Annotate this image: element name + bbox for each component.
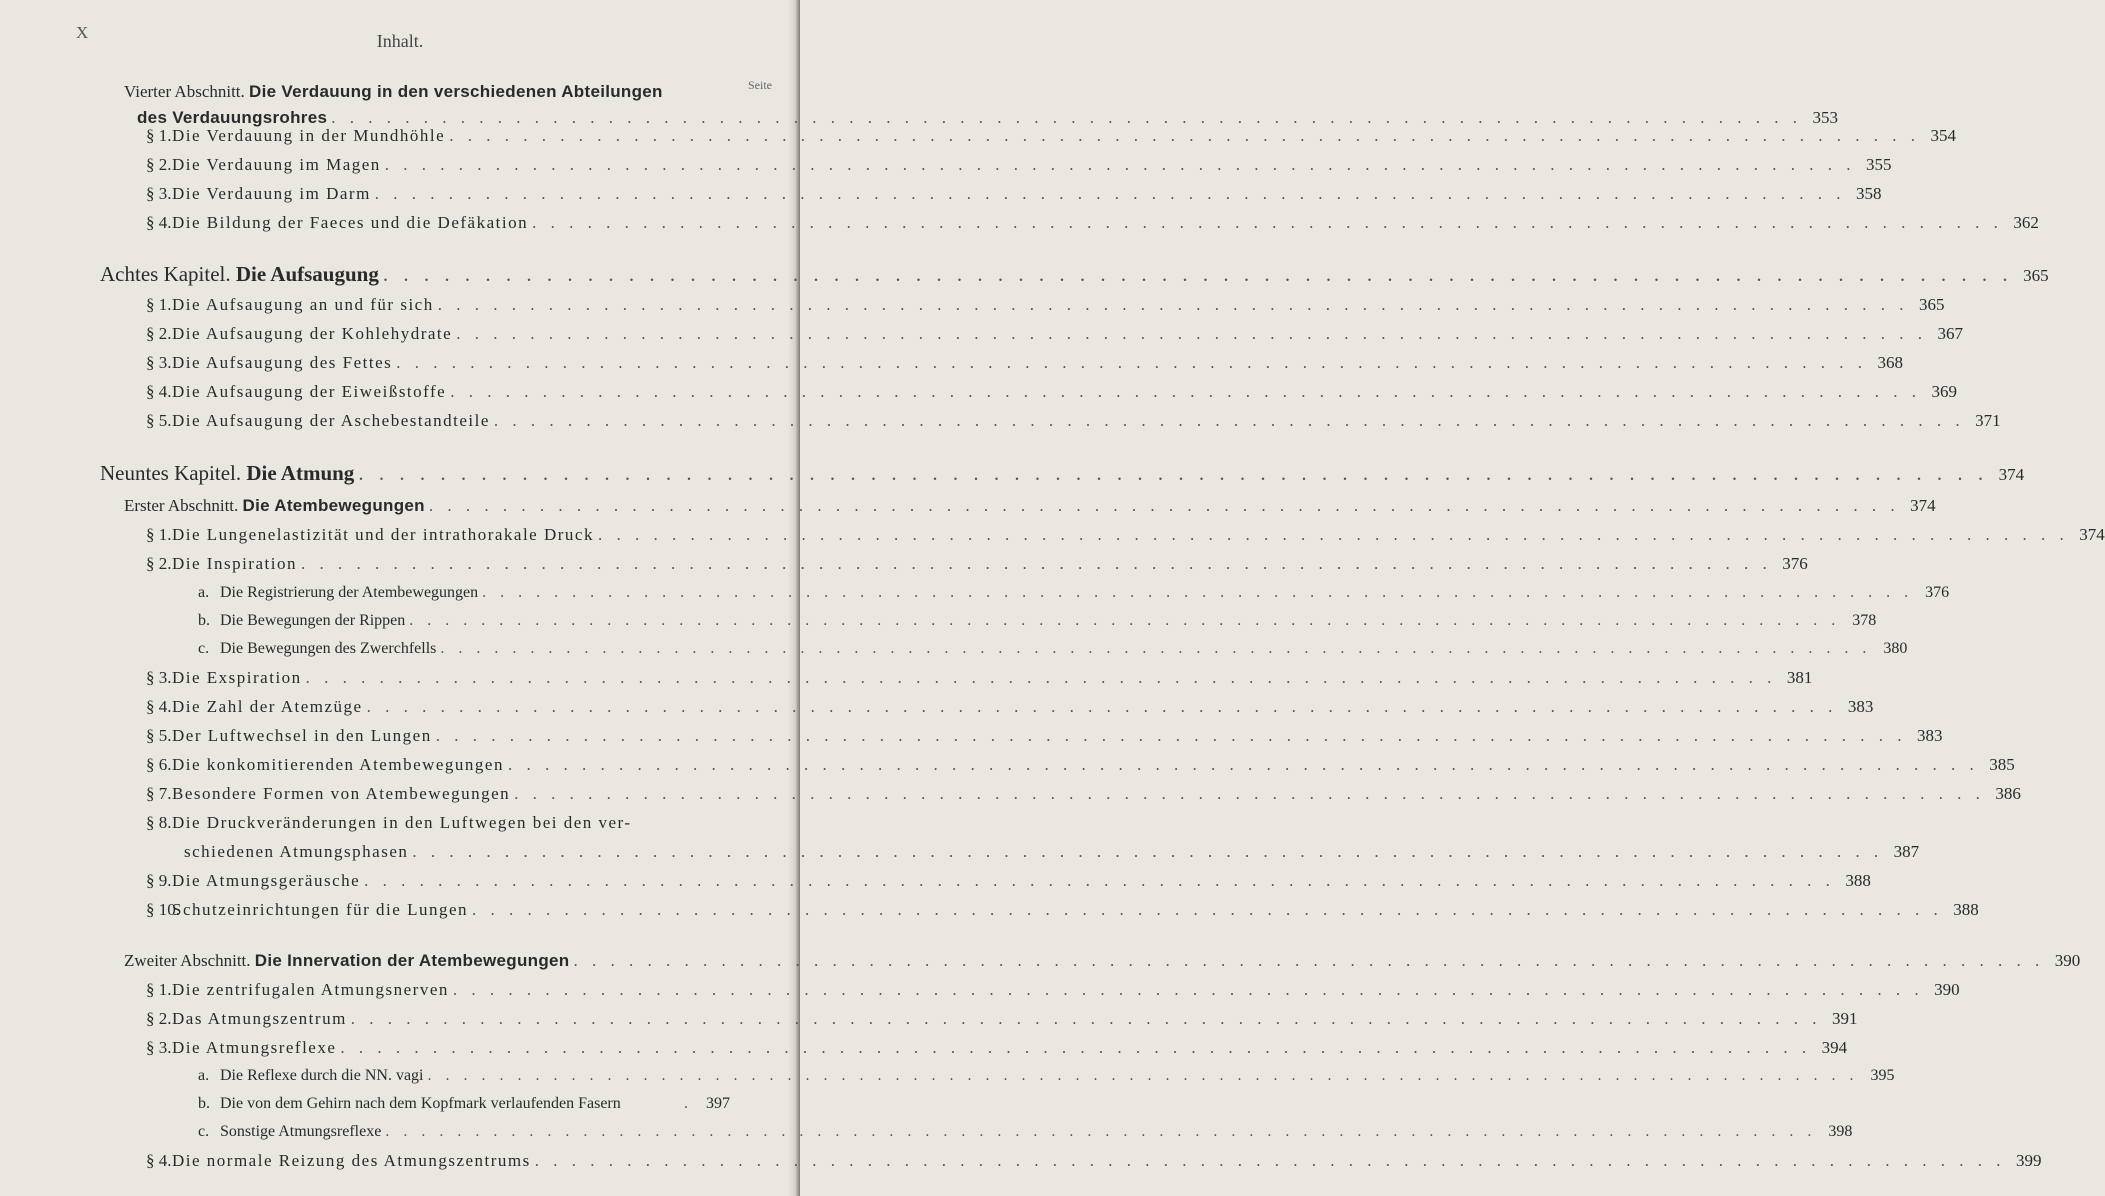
section-title: [146, 293, 434, 317]
part-title-cont: des Verdauungsrohres: [137, 108, 328, 127]
section-title: Die Aufsaugung an und für sich: [172, 295, 434, 314]
subsection-letter: b.: [198, 1095, 210, 1112]
section-title: Die Verdauung in der Mundhöhle: [172, 126, 446, 145]
page-number: 376: [1925, 584, 1950, 601]
chapter-entry: [100, 461, 2025, 487]
section-title: [146, 978, 449, 1002]
section-title: Die Aufsaugung der Aschebestandteile: [172, 411, 490, 430]
section-title: Die Lungenelastizität und der intrathorakale Druck: [172, 525, 594, 544]
section-number: § 4.: [146, 697, 172, 716]
section-number: § 9.: [146, 871, 172, 890]
section-title: [146, 1036, 336, 1060]
section-entry: [146, 724, 1943, 748]
section-title: Das Atmungszentrum: [172, 1009, 347, 1028]
section-entry: [146, 1149, 2042, 1173]
section-number: § 2.: [146, 155, 172, 174]
section-entry: [146, 753, 2015, 777]
chapter-prefix: Achtes Kapitel.: [100, 262, 236, 286]
section-title: Besondere Formen von Atembewegungen: [172, 784, 511, 803]
dot-leader: . . . . . . . . . . . . . . . . . . . . . . . . . . . . . . . . . . . . . . . . . . . . . . . . . . . . . . . . . . . . . . . . . . . . . . . . . . . . . . . .: [472, 900, 1943, 919]
section-number: § 8.: [146, 813, 172, 832]
subsection-entry: [198, 581, 1950, 605]
section-number: § 1.: [146, 126, 172, 145]
section-title-cont: schiedenen Atmungsphasen: [184, 842, 409, 861]
section-title: [146, 552, 297, 576]
dot-leader: . . . . . . . . . . . . . . . . . . . . . . . . . . . . . . . . . . . . . . . . . . . . . . . . . . . . . . . . . . . . . . . . . . . . . . . . . . . . . . . .: [437, 295, 1909, 314]
page-number: 380: [1883, 640, 1908, 657]
section-title: [146, 124, 445, 148]
subsection-line: [198, 1064, 1895, 1088]
section-title: Die Aufsaugung des Fettes: [172, 353, 393, 372]
chapter-title: Die Atmung: [246, 461, 355, 485]
section-entry: [146, 211, 2039, 235]
section-title: [146, 1149, 531, 1173]
part-title: Die Atembewegungen: [242, 496, 425, 515]
section-line: [146, 409, 2001, 433]
section-line: [146, 293, 1945, 317]
dot-leader: . . . . . . . . . . . . . . . . . . . . . . . . . . . . . . . . . . . . . . . . . . . . . . . . . . . . . . . . . . . . . . . . . . . . . . . . . . . . . . . .: [409, 612, 1841, 629]
section-line: [146, 182, 1882, 206]
dot-leader: . . . . . . . . . . . . . . . . . . . . . . . . . . . . . . . . . . . . . . . . . . . . . . . . . . . . . . . . . . . . . . . . . . . . . . . . . . . . . . . .: [305, 668, 1777, 687]
part-title: [124, 949, 569, 973]
dot-leader: . . . . . . . . . . . . . . . . . . . . . . . . . . . . . . . . . . . . . . . . . . . . . . . . . . . . . . . . . . . . . . . . . . . . . . . . . . . . . . . .: [452, 980, 1924, 999]
section-entry: [146, 124, 1956, 148]
subsection-entry: [198, 637, 1908, 661]
page-number: 391: [1832, 1009, 1858, 1028]
section-title: [146, 753, 504, 777]
section-title: Die normale Reizung des Atmungszentrums: [172, 1151, 531, 1170]
section-title: Die Inspiration: [172, 554, 297, 573]
dot-leader: . . . . . . . . . . . . . . . . . . . . . . . . . . . . . . . . . . . . . . . . . . . . . . . . . . . . . . . . . . . . . . . . . . . . . . . . . . . . . . . .: [534, 1151, 2006, 1170]
subsection-title: [198, 1064, 423, 1088]
section-title: [146, 182, 371, 206]
page-number: 358: [1856, 184, 1882, 203]
dot-leader: . . . . . . . . . . . . . . . . . . . . . . . . . . . . . . . . . . . . . . . . . . . . . . . . . . . . . . . . . . . . . . . . . . . . . . . . . . . . . . . .: [532, 213, 2003, 232]
section-entry: [146, 695, 1874, 719]
section-title: [146, 724, 432, 748]
page-number: 371: [1975, 411, 2001, 430]
chapter-line: [100, 262, 2049, 288]
section-title: [146, 1007, 347, 1031]
section-title: Die zentrifugalen Atmungsnerven: [172, 980, 449, 999]
section-line: [146, 695, 1874, 719]
dot-leader: .: [684, 1095, 688, 1112]
page-number: 385: [1989, 755, 2015, 774]
page-number: 394: [1821, 1038, 1848, 1057]
part-entry: [124, 949, 2081, 973]
section-entry: [146, 898, 1979, 922]
subsection-title: [198, 1120, 381, 1144]
section-title: Die Druckveränderungen in den Luftwegen bei den ver-: [172, 813, 632, 832]
dot-leader: . . . . . . . . . . . . . . . . . . . . . . . . . . . . . . . . . . . . . . . . . . . . . . . . . . . . . . . . . . . . . . . . . . . . . . . . . . . . . . . .: [396, 353, 1867, 372]
section-title: [146, 523, 594, 547]
dot-leader: . . . . . . . . . . . . . . . . . . . . . . . . . . . . . . . . . . . . . . . . . . . . . . . . . . . . . . . . . . . . . . . . . . . . . . . . . . . . . . . .: [507, 755, 1979, 774]
section-title: [146, 869, 360, 893]
subsection-letter: c.: [198, 1123, 210, 1140]
part-line: [124, 494, 1936, 518]
part-prefix: Zweiter Abschnitt.: [124, 951, 255, 970]
section-entry: [146, 380, 1957, 404]
page-number: 378: [1852, 612, 1877, 629]
dot-leader: . . . . . . . . . . . . . . . . . . . . . . . . . . . . . . . . . . . . . . . . . . . . . . . . . . . . . . . . . . . . . . . . . . . . . . . . . . . . . . . .: [340, 1038, 1812, 1057]
section-line: [146, 978, 1960, 1002]
running-head: Inhalt.: [376, 31, 424, 51]
subsection-title: [198, 1092, 621, 1116]
section-line: [146, 869, 1871, 893]
section-entry: [146, 1007, 1858, 1031]
dot-leader: . . . . . . . . . . . . . . . . . . . . . . . . . . . . . . . . . . . . . . . . . . . . . . . . . . . . . . . . . . . . . . . . . . . . . . . . . . . . . . . .: [382, 262, 2013, 286]
subsection-letter: b.: [198, 612, 210, 629]
subsection-title: Sonstige Atmungsreflexe: [220, 1123, 382, 1140]
section-line: [146, 153, 1892, 177]
section-line: [146, 782, 2021, 806]
dot-leader: . . . . . . . . . . . . . . . . . . . . . . . . . . . . . . . . . . . . . . . . . . . . . . . . . . . . . . . . . . . . . . . . . . . . . . . . . . . . . . . .: [350, 1009, 1822, 1028]
section-title: [146, 409, 490, 433]
chapter-line: [100, 461, 2025, 487]
section-title: Die Verdauung im Magen: [172, 155, 381, 174]
subsection-entry: [198, 1064, 1895, 1088]
dot-leader: . . . . . . . . . . . . . . . . . . . . . . . . . . . . . . . . . . . . . . . . . . . . . . . . . . . . . . . . . . . . . . . . . . . . . . . . . . . . . . . .: [493, 411, 1965, 430]
section-line: [146, 124, 1956, 148]
page-number: 374: [2079, 525, 2105, 544]
section-title: [146, 211, 528, 235]
page-number: 365: [2023, 266, 2049, 285]
section-line: [146, 380, 1957, 404]
section-title: Die Exspiration: [172, 668, 302, 687]
section-title: [146, 898, 468, 922]
corner-mark: X: [76, 23, 89, 42]
subsection-title: Die Registrierung der Atembewegungen: [220, 584, 479, 601]
section-entry: [146, 182, 1882, 206]
section-title: Die Aufsaugung der Kohlehydrate: [172, 324, 453, 343]
page-number: 376: [1782, 554, 1808, 573]
section-title: Die Zahl der Atemzüge: [172, 697, 363, 716]
dot-leader: . . . . . . . . . . . . . . . . . . . . . . . . . . . . . . . . . . . . . . . . . . . . . . . . . . . . . . . . . . . . . . . . . . . . . . . . . . . . . . . .: [450, 382, 1921, 401]
chapter-title: [100, 461, 354, 485]
subsection-letter: c.: [198, 640, 210, 657]
page-number: 367: [1937, 324, 1963, 343]
subsection-entry: [198, 1120, 1853, 1144]
page-number: 388: [1845, 871, 1871, 890]
chapter-entry: [100, 262, 2049, 288]
subsection-line: [198, 609, 1877, 633]
section-number: § 5.: [146, 726, 172, 745]
page-number: 365: [1918, 295, 1945, 314]
subsection-letter: a.: [198, 584, 210, 601]
subsection-title: [198, 581, 478, 605]
page-number: 397: [706, 1095, 730, 1112]
section-line: [146, 211, 2039, 235]
page-number: 388: [1953, 900, 1979, 919]
section-line: [146, 811, 730, 835]
page-number: 368: [1877, 353, 1903, 372]
page-number: 374: [1998, 465, 2025, 484]
section-number: § 3.: [146, 184, 172, 203]
section-entry: [146, 351, 1903, 375]
section-title: Die Atmungsreflexe: [172, 1038, 337, 1057]
section-entry: [146, 153, 1892, 177]
page-number: 374: [1910, 496, 1936, 515]
page-number: 390: [2054, 951, 2081, 970]
section-line: [146, 351, 1903, 375]
section-number: § 1.: [146, 980, 172, 999]
dot-leader: . . . . . . . . . . . . . . . . . . . . . . . . . . . . . . . . . . . . . . . . . . . . . . . . . . . . . . . . . . . . . . . . . . . . . . . . . . . . . . . .: [384, 155, 1856, 174]
subsection-letter: a.: [198, 1067, 210, 1084]
section-line: [146, 724, 1943, 748]
page-number: 383: [1916, 726, 1943, 745]
page-number: 355: [1866, 155, 1892, 174]
page-number: 395: [1870, 1067, 1895, 1084]
subsection-title: [198, 609, 405, 633]
page-number: 369: [1931, 382, 1957, 401]
section-line: [146, 523, 2105, 547]
part-title: [124, 494, 425, 518]
section-number: § 5.: [146, 411, 172, 430]
dot-leader: . . . . . . . . . . . . . . . . . . . . . . . . . . . . . . . . . . . . . . . . . . . . . . . . . . . . . . . . . . . . . . . . . . . . . . . . . . . . . . . .: [573, 951, 2045, 970]
subsection-entry: [198, 609, 1877, 633]
section-number: § 4.: [146, 1151, 172, 1170]
section-number: § 1.: [146, 525, 172, 544]
dot-leader: . . . . . . . . . . . . . . . . . . . . . . . . . . . . . . . . . . . . . . . . . . . . . . . . . . . . . . . . . . . . . . . . . . . . . . . . . . . . . . . .: [374, 184, 1846, 203]
section-number: § 4.: [146, 213, 172, 232]
dot-leader: . . . . . . . . . . . . . . . . . . . . . . . . . . . . . . . . . . . . . . . . . . . . . . . . . . . . . . . . . . . . . . . . . . . . . . . . . . . . . . . .: [385, 1123, 1817, 1140]
subsection-line: [198, 1092, 730, 1116]
page-number: 398: [1828, 1123, 1853, 1140]
dot-leader: . . . . . . . . . . . . . . . . . . . . . . . . . . . . . . . . . . . . . . . . . . . . . . . . . . . . . . . . . . . . . . . . . . . . . . . . . . . . . . . .: [514, 784, 1985, 803]
section-number: § 3.: [146, 668, 172, 687]
chapter-title: [100, 262, 379, 286]
page-number: 362: [2013, 213, 2039, 232]
section-title: Der Luftwechsel in den Lungen: [172, 726, 432, 745]
section-entry: [146, 978, 1960, 1002]
dot-leader: . . . . . . . . . . . . . . . . . . . . . . . . . . . . . . . . . . . . . . . . . . . . . . . . . . . . . . . . . . . . . . . . . . . . . . . . . . . . . . . .: [482, 584, 1914, 601]
section-title: [146, 666, 302, 690]
section-number: § 7.: [146, 784, 172, 803]
page-number: 381: [1786, 668, 1813, 687]
dot-leader: . . . . . . . . . . . . . . . . . . . . . . . . . . . . . . . . . . . . . . . . . . . . . . . . . . . . . . . . . . . . . . . . . . . . . . . . . . . . . . . .: [597, 525, 2069, 544]
part-prefix: Erster Abschnitt.: [124, 496, 243, 515]
section-title: [146, 782, 510, 806]
dot-leader: . . . . . . . . . . . . . . . . . . . . . . . . . . . . . . . . . . . . . . . . . . . . . . . . . . . . . . . . . . . . . . . . . . . . . . . . . . . . . . . .: [331, 108, 1802, 127]
chapter-prefix: Neuntes Kapitel.: [100, 461, 247, 485]
page-number: 386: [1995, 784, 2021, 803]
page-number: 354: [1930, 126, 1956, 145]
section-entry: [146, 523, 2105, 547]
section-title: Schutzeinrichtungen für die Lungen: [172, 900, 469, 919]
page-number: 353: [1812, 108, 1838, 127]
section-number: § 1.: [146, 295, 172, 314]
section-entry: [146, 666, 1813, 690]
section-line: [146, 552, 1808, 576]
page-number: 390: [1934, 980, 1960, 999]
section-title: Die Bildung der Faeces und die Defäkation: [172, 213, 529, 232]
chapter-title: Die Aufsaugung: [235, 262, 379, 286]
section-number: § 3.: [146, 1038, 172, 1057]
subsection-title: Die von dem Gehirn nach dem Kopfmark verlaufenden Fasern: [220, 1095, 621, 1112]
section-title: [146, 322, 452, 346]
section-title: [146, 380, 446, 404]
section-line: [146, 322, 1963, 346]
part-line: [124, 949, 2081, 973]
section-entry: [146, 293, 1945, 317]
page-number: 399: [2016, 1151, 2042, 1170]
section-number: § 2.: [146, 324, 172, 343]
subsection-line: [198, 581, 1950, 605]
section-title: [146, 351, 392, 375]
page-column-label: Seite: [748, 78, 772, 92]
section-line: [146, 1149, 2042, 1173]
section-title: [184, 840, 408, 864]
dot-leader: . . . . . . . . . . . . . . . . . . . . . . . . . . . . . . . . . . . . . . . . . . . . . . . . . . . . . . . . . . . . . . . . . . . . . . . . . . . . . . . .: [300, 554, 1772, 573]
dot-leader: . . . . . . . . . . . . . . . . . . . . . . . . . . . . . . . . . . . . . . . . . . . . . . . . . . . . . . . . . . . . . . . . . . . . . . . . . . . . . . . .: [428, 496, 1900, 515]
section-number: § 10.: [146, 900, 180, 919]
subsection-title: Die Reflexe durch die NN. vagi: [220, 1067, 424, 1084]
section-title: [146, 695, 363, 719]
section-entry: [146, 322, 1963, 346]
part-heading-line: [124, 80, 730, 104]
part-title: Die Innervation der Atembewegungen: [254, 951, 570, 970]
section-entry: [146, 1036, 1848, 1060]
part-title: Die Verdauung in den verschiedenen Abteilungen: [249, 82, 663, 101]
dot-leader: . . . . . . . . . . . . . . . . . . . . . . . . . . . . . . . . . . . . . . . . . . . . . . . . . . . . . . . . . . . . . . . . . . . . . . . . . . . . . . . .: [366, 697, 1838, 716]
section-number: § 3.: [146, 353, 172, 372]
section-entry: [146, 811, 1920, 864]
section-line: [146, 666, 1813, 690]
subsection-line: [198, 1120, 1853, 1144]
section-entry: [146, 782, 2021, 806]
dot-leader: . . . . . . . . . . . . . . . . . . . . . . . . . . . . . . . . . . . . . . . . . . . . . . . . . . . . . . . . . . . . . . . . . . . . . . . . . . . . . . . .: [449, 126, 1920, 145]
section-entry: [146, 552, 1808, 576]
section-title: Die Aufsaugung der Eiweißstoffe: [172, 382, 447, 401]
section-number: § 2.: [146, 554, 172, 573]
dot-leader: . . . . . . . . . . . . . . . . . . . . . . . . . . . . . . . . . . . . . . . . . . . . . . . . . . . . . . . . . . . . . . . . . . . . . . . . . . . . . . . .: [440, 640, 1872, 657]
dot-leader: . . . . . . . . . . . . . . . . . . . . . . . . . . . . . . . . . . . . . . . . . . . . . . . . . . . . . . . . . . . . . . . . . . . . . . . . . . . . . . . .: [427, 1067, 1859, 1084]
dot-leader: . . . . . . . . . . . . . . . . . . . . . . . . . . . . . . . . . . . . . . . . . . . . . . . . . . . . . . . . . . . . . . . . . . . . . . . . . . . . . . . .: [364, 871, 1835, 890]
section-entry: [146, 409, 2001, 433]
subsection-line: [198, 637, 1908, 661]
subsection-title: Die Bewegungen des Zwerchfells: [220, 640, 437, 657]
section-entry: [146, 869, 1871, 893]
dot-leader: . . . . . . . . . . . . . . . . . . . . . . . . . . . . . . . . . . . . . . . . . . . . . . . . . . . . . . . . . . . . . . . . . . . . . . . . . . . . . . . .: [358, 461, 1989, 485]
section-line: [146, 1036, 1848, 1060]
section-title: [146, 153, 381, 177]
subsection-title: [198, 637, 436, 661]
dot-leader: . . . . . . . . . . . . . . . . . . . . . . . . . . . . . . . . . . . . . . . . . . . . . . . . . . . . . . . . . . . . . . . . . . . . . . . . . . . . . . . .: [456, 324, 1927, 343]
section-number: § 4.: [146, 382, 172, 401]
dot-leader: . . . . . . . . . . . . . . . . . . . . . . . . . . . . . . . . . . . . . . . . . . . . . . . . . . . . . . . . . . . . . . . . . . . . . . . . . . . . . . . .: [412, 842, 1884, 861]
section-number: § 6.: [146, 755, 172, 774]
subsection-entry: [198, 1092, 730, 1116]
section-line: [146, 898, 1979, 922]
section-number: § 2.: [146, 1009, 172, 1028]
page-number: 387: [1893, 842, 1920, 861]
subsection-title: Die Bewegungen der Rippen: [220, 612, 406, 629]
dot-leader: . . . . . . . . . . . . . . . . . . . . . . . . . . . . . . . . . . . . . . . . . . . . . . . . . . . . . . . . . . . . . . . . . . . . . . . . . . . . . . . .: [435, 726, 1907, 745]
section-title: Die Verdauung im Darm: [172, 184, 371, 203]
section-line: [146, 1007, 1858, 1031]
section-line: [146, 840, 1920, 864]
part-prefix: Vierter Abschnitt.: [124, 82, 250, 101]
page-number: 383: [1847, 697, 1874, 716]
section-line: [146, 753, 2015, 777]
section-title: Die Atmungsgeräusche: [172, 871, 361, 890]
section-title: Die konkomitierenden Atembewegungen: [172, 755, 504, 774]
part-entry: [124, 494, 1936, 518]
